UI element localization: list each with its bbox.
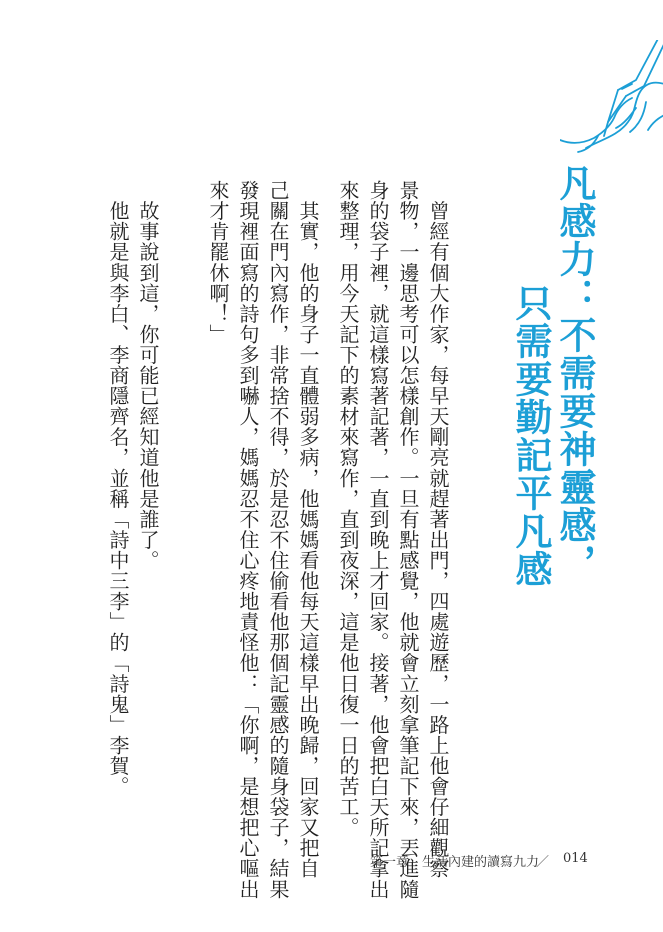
body-column-9: 故事說到這，你可能已經知道他是誰了。 bbox=[136, 180, 160, 571]
body-column-8: 來才肯罷休啊！」 bbox=[206, 180, 230, 345]
footer-separator: ／ bbox=[536, 855, 550, 870]
chapter-title-line-1: 凡感力：不需要神靈感， bbox=[553, 164, 596, 582]
body-column-7: 發現裡面寫的詩句多到嚇人，媽媽忍不住心疼地責怪他：「你啊，是想把心嘔出 bbox=[236, 180, 260, 900]
page-number: 014 bbox=[563, 851, 588, 866]
body-column-10: 他就是與李白、李商隱齊名，並稱「詩中三李」的「詩鬼」李賀。 bbox=[106, 180, 130, 797]
running-footer-chapter: 第一章 生活內建的讀寫九力 bbox=[370, 855, 540, 870]
body-column-5: 其實，他的身子一直體弱多病，他媽媽看他每天這樣早出晚歸，回家又把自 bbox=[296, 180, 320, 879]
body-column-2: 景物，一邊思考可以怎樣創作。一旦有點感覺，他就會立刻拿筆記下來，丟進隨 bbox=[396, 180, 420, 900]
body-column-1: 曾經有個大作家，每早天剛亮就趕著出門，四處遊歷，一路上他會仔細觀察 bbox=[426, 180, 450, 879]
body-column-3: 身的袋子裡，就這樣寫著記著，一直到晚上才回家。接著，他會把白天所記拿出 bbox=[366, 180, 390, 900]
body-column-6: 己關在門內寫作，非常捨不得，於是忍不住偷看他那個記靈感的隨身袋子，結果 bbox=[266, 180, 290, 900]
hand-holding-pen-icon bbox=[560, 40, 663, 180]
body-column-4: 來整理，用今天記下的素材來寫作，直到夜深，這是他日復一日的苦工。 bbox=[336, 180, 360, 838]
chapter-title-line-2: 只需要勤記平凡感 bbox=[509, 284, 552, 588]
